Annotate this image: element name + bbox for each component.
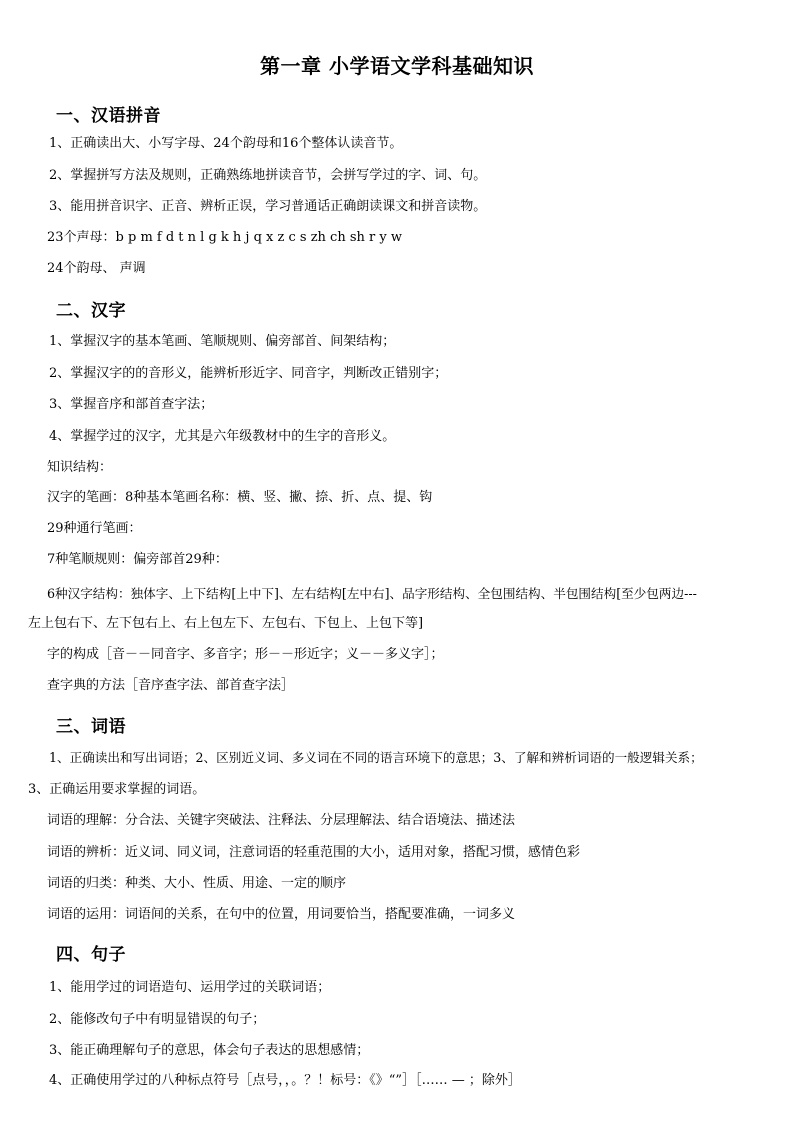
text-line: 词语的运用：词语间的关系，在句中的位置，用词要恰当，搭配要准确，一词多义: [47, 907, 516, 922]
text-line: 3、能用拼音识字、正音、辨析正误，学习普通话正确朗读课文和拼音读物。: [49, 199, 487, 214]
text-line: 3、能正确理解句子的意思，体会句子表达的思想感情；: [49, 1043, 370, 1058]
section-heading-hanzi: 二、汉字: [56, 301, 126, 321]
text-line: 29种通行笔画：: [47, 521, 142, 536]
text-line: 2、掌握汉字的的音形义，能辨析形近字、同音字，判断改正错别字；: [49, 366, 448, 381]
text-line: 左上包右下、左下包右上、右上包左下、左包右、下包上、上包下等]: [28, 616, 424, 631]
text-line: 23个声母：b p m f d t n l g k h j q x z c s zh ch sh r y w: [47, 230, 402, 245]
text-line: 1、正确读出和写出词语；2、区别近义词、多义词在不同的语言环境下的意思；3、了解和辨析词语的一般逻辑关系；: [49, 750, 703, 765]
text-line: 24个韵母、 声调: [47, 261, 146, 276]
section-heading-pinyin: 一、汉语拼音: [56, 106, 161, 126]
text-line: 字的构成［音－－同音字、多音字；形－－形近字；义－－多义字］；: [47, 647, 444, 662]
text-line: 词语的归类：种类、大小、性质、用途、一定的顺序: [47, 876, 347, 891]
text-line: 7种笔顺规则：偏旁部首29种：: [47, 552, 228, 567]
page-title: 第一章 小学语文学科基础知识: [260, 54, 534, 78]
text-line: 查字典的方法［音序查字法、部首查字法］: [47, 678, 295, 693]
text-line: 1、能用学过的词语造句、运用学过的关联词语；: [49, 980, 331, 995]
text-line: 汉字的笔画：8种基本笔画名称：横、竖、撇、捺、折、点、提、钩: [47, 490, 433, 505]
text-line: 1、正确读出大、小写字母、24个韵母和16个整体认读音节。: [49, 136, 403, 151]
text-line: 3、正确运用要求掌握的词语。: [28, 782, 206, 797]
text-line: 知识结构：: [47, 460, 113, 475]
text-line: 2、掌握拼写方法及规则，正确熟练地拼读音节，会拼写学过的字、词、句。: [49, 168, 487, 183]
text-line: 词语的理解：分合法、关键字突破法、注释法、分层理解法、结合语境法、描述法: [47, 813, 516, 828]
section-heading-ciyu: 三、词语: [56, 717, 126, 737]
text-line: 2、能修改句子中有明显错误的句子；: [49, 1012, 266, 1027]
section-heading-juzi: 四、句子: [56, 945, 126, 965]
text-line: 3、掌握音序和部首查字法；: [49, 397, 214, 412]
text-line: 6种汉字结构：独体字、上下结构[上中下]、左右结构[左中右]、品字形结构、全包围结构、半包围结构[至少包两边---: [47, 586, 697, 601]
text-line: 4、正确使用学过的八种标点符号［点号，，。？！标号：《》“”］［…… — ；除外］: [49, 1073, 521, 1088]
text-line: 1、掌握汉字的基本笔画、笔顺规则、偏旁部首、间架结构；: [49, 334, 396, 349]
text-line: 词语的辨析：近义词、同义词，注意词语的轻重范围的大小，适用对象，搭配习惯，感情色彩: [47, 845, 581, 860]
text-line: 4、掌握学过的汉字，尤其是六年级教材中的生字的音形义。: [49, 429, 396, 444]
